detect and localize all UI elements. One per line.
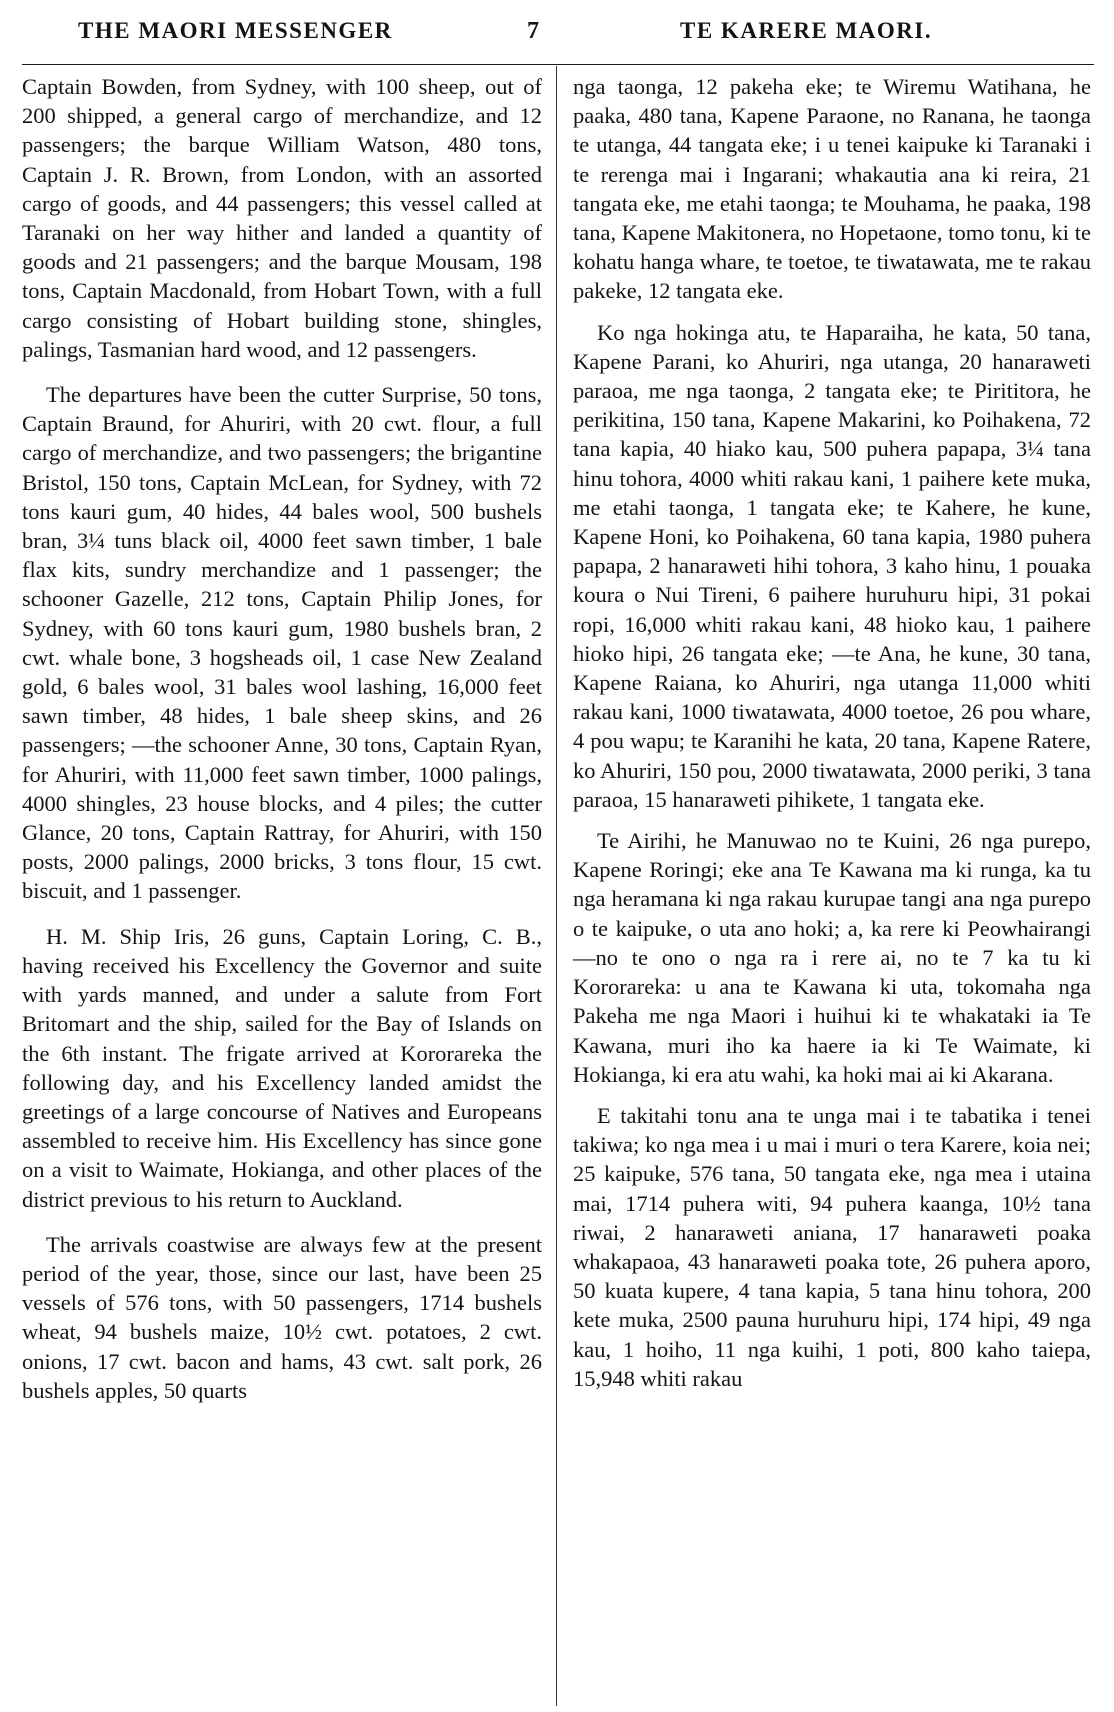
nga-taonga-paragraph: nga taonga, 12 pakeha eke; te Wiremu Watihana, he paaka, 480 tana, Kapene Paraone, no Ranana, he taonga te utanga, 44 tangata eke; i u tenei kaipuke ki Taranaki i te rerenga mai i Ingarani; whakautia ana ki reira, 21 tangata eke, me etahi taonga; te Mouhama, he paaka, 198 tana, Kapene Makitonera, no Hopetaone, tomo tonu, ki te kohatu hanga whare, te toetoe, te tiwatawata, me te rakau pakeke, 12 tangata eke. xyxy=(573,74,1091,304)
maori-column xyxy=(573,72,1091,1393)
coastwise-arrivals-paragraph: The arrivals coastwise are always few at the present period of the year, those, since our last, have been 25 vessels of 576 tons, with 50 passengers, 1714 bushels wheat, 94 bushels maize, 10½ cwt. potatoes, 2 cwt. onions, 17 cwt. bacon and hams, 43 cwt. salt pork, 26 bushels apples, 50 quarts xyxy=(22,1231,542,1403)
header-title-english: THE MAORI MESSENGER xyxy=(78,18,393,43)
column-divider xyxy=(556,66,557,1706)
takitahi-paragraph: E takitahi tonu ana te unga mai i te tabatika i tenei takiwa; ko nga mea i u mai i muri o tera Karere, koia nei; 25 kaipuke, 576 tana, 50 tangata eke, nga mea i utaina mai, 1714 puhera witi, 94 puhera kaanga, 10½ tana riwai, 2 hanaraweti aniana, 17 hanaraweti poaka whakapaoa, 43 hanaraweti poaka tote, 26 puhera aporo, 50 kuata kupere, 4 tana kapia, 5 tana hinu tohora, 200 kete muka, 2500 pauna huruhuru hipi, 174 hipi, 49 nga kau, 1 hoiho, 11 nga kuihi, 1 poti, 800 kaho taiepa, 15,948 whiti rakau xyxy=(573,1102,1091,1391)
te-airihi-paragraph: Te Airihi, he Manuwao no te Kuini, 26 nga purepo, Kapene Roringi; eke ana Te Kawana ma ki runga, ka tu nga heramana ki nga rakau kurupae tangi ana nga purepo o te kaipuke, o uta ano hoki; a, ka rere ki Peowhairangi—no te ono o nga ra i rere ai, no te 7 ka tu ki Kororareka: u ana te Kawana ki uta, tokomaha nga Pakeha me nga Maori i huihui ki te whakataki ia Te Kawana, muri iho ka haere ia ki Te Waimate, ki Hokianga, ki era atu wahi, ka hoki mai ai ki Akarana. xyxy=(573,828,1091,1087)
hms-iris-paragraph: H. M. Ship Iris, 26 guns, Captain Loring, C. B., having received his Excellency the Governor and suite with yards manned, and under a salute from Fort Britomart and the ship, sailed for the Bay of Islands on the 6th instant. The frigate arrived at Kororareka the following day, and his Excellency landed amidst the greetings of a large concourse of Natives and Europeans assembled to receive him. His Excellency has since gone on a visit to Waimate, Hokianga, and other places of the district previous to his return to Auckland. xyxy=(22,923,542,1212)
nga-hokinga-paragraph: Ko nga hokinga atu, te Haparaiha, he kata, 50 tana, Kapene Parani, ko Ahuriri, nga utanga, 20 hanaraweti paraoa, me nga taonga, 2 tangata eke; te Pirititora, he perikitina, 150 tana, Kapene Makarini, ko Poihakena, 72 tana kapia, 40 hiako kau, 500 puhera papapa, 3¼ tana hinu tohora, 4000 whiti rakau kani, 1 paihere kete muka, me etahi taonga, 1 tangata eke; te Kahere, he kune, Kapene Honi, ko Poihakena, 60 tana kapia, 1980 puhera papapa, 2 hanaraweti hihi tohora, 3 kaho hinu, 1 pouaka koura o Nui Tireni, 6 paihere huruhuru hipi, 31 pokai ropi, 16,000 whiti rakau kani, 48 hioko kau, 1 paihere hioko hipi, 26 tangata eke; —te Ana, he kune, 30 tana, Kapene Raiana, ko Ahuriri, nga utanga 11,000 whiti rakau kani, 1000 tiwatawata, 4000 toetoe, 26 pou whare, 4 pou wapu; te Karanihi he kata, 20 tana, Kapene Ratere, ko Ahuriri, 150 pou, 2000 tiwatawata, 2000 periki, 3 tana paraoa, 15 hanaraweti pihikete, 1 tangata eke. xyxy=(573,319,1091,812)
header-title-maori: TE KARERE MAORI. xyxy=(680,18,933,43)
page-number: 7 xyxy=(527,18,541,44)
arrivals-paragraph: Captain Bowden, from Sydney, with 100 sheep, out of 200 shipped, a general cargo of merchandize, and 12 passengers; the barque William Watson, 480 tons, Captain J. R. Brown, from London, with an assorted cargo of goods, and 44 passengers; this vessel called at Taranaki on her way hither and landed a quantity of goods and 21 passengers; and the barque Mousam, 198 tons, Captain Macdonald, from Hobart Town, with a full cargo consisting of Hobart building stone, shingles, palings, Tasmanian hard wood, and 12 passengers. xyxy=(22,74,542,362)
departures-paragraph: The departures have been the cutter Surprise, 50 tons, Captain Braund, for Ahuriri, with 20 cwt. flour, a full cargo of merchandize, and two passengers; the brigantine Bristol, 150 tons, Captain McLean, for Sydney, with 72 tons kauri gum, 40 hides, 44 bales wool, 500 bushels bran, 3¼ tuns black oil, 4000 feet sawn timber, 1 bale flax kits, sundry merchandize and 1 passenger; the schooner Gazelle, 212 tons, Captain Philip Jones, for Sydney, with 60 tons kauri gum, 1980 bushels bran, 2 cwt. whale bone, 3 hogsheads oil, 1 case New Zealand gold, 6 bales wool, 31 bales wool lashing, 16,000 feet sawn timber, 48 hides, 1 bale sheep skins, and 26 passengers; —the schooner Anne, 30 tons, Captain Ryan, for Ahuriri, with 11,000 feet sawn timber, 1000 palings, 4000 shingles, 23 house blocks, and 4 piles; the cutter Glance, 20 tons, Captain Rattray, for Ahuriri, with 150 posts, 2000 palings, 2000 bricks, 3 tons flour, 15 cwt. biscuit, and 1 passenger. xyxy=(22,382,542,904)
page-header xyxy=(0,0,1114,52)
header-rule xyxy=(22,64,1094,65)
english-column xyxy=(22,72,542,1405)
